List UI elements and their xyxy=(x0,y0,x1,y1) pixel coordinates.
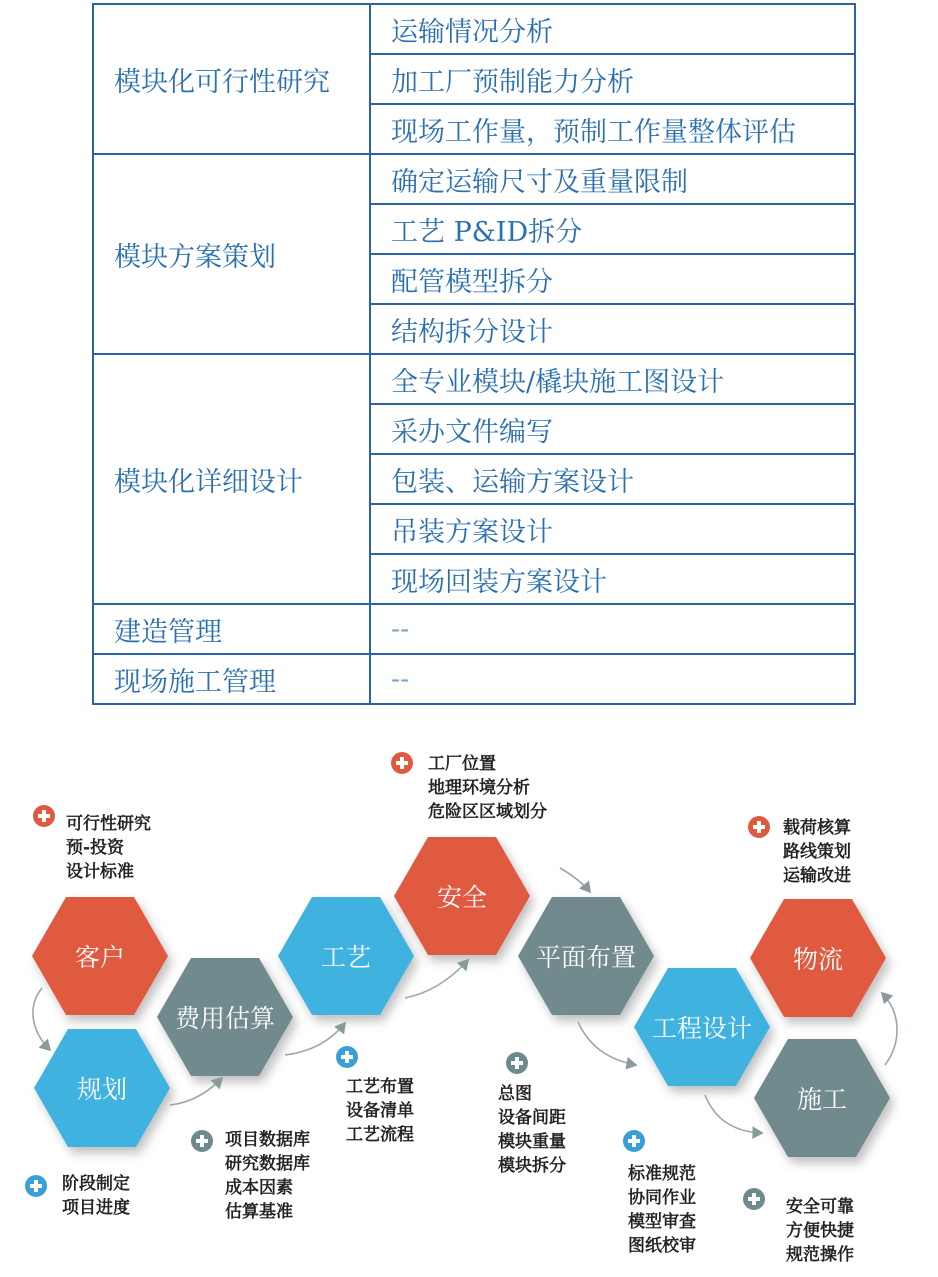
note-planning xyxy=(62,1172,130,1220)
note-process xyxy=(346,1075,414,1147)
note-construction xyxy=(786,1195,854,1267)
table-item-cell: 运输情况分析 xyxy=(371,5,854,55)
table-item-cell: -- xyxy=(391,663,410,695)
hex-label-cost: 费用估算 xyxy=(174,1004,276,1033)
note-line: 设备间距 xyxy=(498,1108,566,1128)
process-flow-diagram xyxy=(0,730,938,1277)
note-line: 项目进度 xyxy=(62,1198,130,1218)
table-row xyxy=(94,155,854,355)
note-line: 设计标准 xyxy=(66,862,134,882)
module-scope-table xyxy=(92,3,856,705)
note-line: 标准规范 xyxy=(628,1164,696,1184)
table-row xyxy=(94,605,854,655)
note-engineering xyxy=(628,1162,696,1258)
plus-circle-icon xyxy=(25,1175,47,1197)
note-line: 工厂位置 xyxy=(428,754,496,774)
table-item-cell: 全专业模块/橇块施工图设计 xyxy=(371,355,854,405)
table-category-cell: 建造管理 xyxy=(94,605,371,653)
flow-arrow xyxy=(705,1095,762,1133)
table-item-cell: 结构拆分设计 xyxy=(391,316,553,348)
hex-label-process: 工艺 xyxy=(320,943,372,972)
plus-circle-icon xyxy=(506,1052,528,1074)
note-line: 模块重量 xyxy=(498,1132,566,1152)
table-item-cell: 加工厂预制能力分析 xyxy=(371,55,854,105)
note-line: 工艺流程 xyxy=(346,1125,414,1145)
flow-arrow xyxy=(882,993,897,1065)
hex-label-layout: 平面布置 xyxy=(535,943,637,972)
note-customer xyxy=(66,812,151,884)
note-line: 安全可靠 xyxy=(786,1197,854,1217)
note-line: 成本因素 xyxy=(225,1178,293,1198)
note-line: 项目数据库 xyxy=(225,1130,310,1150)
table-row xyxy=(94,655,854,703)
table-item-cell: 工艺 P&ID拆分 xyxy=(371,205,854,255)
table-item-cell: 确定运输尺寸及重量限制 xyxy=(371,155,854,205)
hex-label-engineering: 工程设计 xyxy=(651,1014,753,1043)
hex-label-planning: 规划 xyxy=(76,1075,128,1104)
note-line: 载荷核算 xyxy=(783,818,851,838)
table-category-cell: 模块化可行性研究 xyxy=(94,5,371,153)
plus-circle-icon xyxy=(743,1188,765,1210)
note-line: 可行性研究 xyxy=(66,814,151,834)
note-line: 估算基准 xyxy=(225,1202,293,1222)
flow-arrow xyxy=(33,988,50,1050)
flow-arrow xyxy=(285,1023,345,1055)
hex-label-construction: 施工 xyxy=(796,1085,848,1114)
note-logistics xyxy=(783,816,851,888)
note-line: 危险区区域划分 xyxy=(428,802,547,822)
flow-arrow xyxy=(170,1078,222,1105)
note-line: 设备清单 xyxy=(346,1101,414,1121)
note-safety xyxy=(428,752,547,824)
hex-label-customer: 客户 xyxy=(74,943,126,972)
plus-circle-icon xyxy=(748,816,770,838)
note-line: 规范操作 xyxy=(786,1245,854,1265)
flow-arrow xyxy=(560,868,590,892)
note-line: 工艺布置 xyxy=(346,1077,414,1097)
note-line: 研究数据库 xyxy=(225,1154,310,1174)
table-item-cell: -- xyxy=(391,613,410,645)
plus-circle-icon xyxy=(336,1046,358,1068)
note-cost xyxy=(225,1128,310,1224)
note-line: 模型审查 xyxy=(628,1212,696,1232)
flow-arrow xyxy=(578,1022,636,1065)
note-line: 路线策划 xyxy=(783,842,851,862)
note-line: 地理环境分析 xyxy=(428,778,530,798)
note-line: 协同作业 xyxy=(628,1188,696,1208)
table-category-cell: 模块化详细设计 xyxy=(94,355,371,603)
table-item-cell: 现场回装方案设计 xyxy=(391,566,607,598)
note-line: 模块拆分 xyxy=(498,1156,566,1176)
table-category-cell: 现场施工管理 xyxy=(94,655,371,703)
table-item-cell: 现场工作量，预制工作量整体评估 xyxy=(391,116,796,148)
note-layout xyxy=(498,1082,566,1178)
table-item-cell: 采办文件编写 xyxy=(371,405,854,455)
plus-circle-icon xyxy=(33,805,55,827)
note-line: 总图 xyxy=(498,1084,532,1104)
note-line: 方便快捷 xyxy=(786,1221,854,1241)
note-line: 预-投资 xyxy=(66,838,125,858)
flow-arrow xyxy=(405,960,468,998)
note-line: 图纸校审 xyxy=(628,1236,696,1256)
table-item-cell: 配管模型拆分 xyxy=(371,255,854,305)
plus-circle-icon xyxy=(623,1130,645,1152)
note-line: 运输改进 xyxy=(783,866,851,886)
plus-circle-icon xyxy=(391,752,413,774)
table-item-cell: 吊装方案设计 xyxy=(371,505,854,555)
table-item-cell: 包装、运输方案设计 xyxy=(371,455,854,505)
hex-label-safety: 安全 xyxy=(436,883,488,912)
table-row xyxy=(94,355,854,605)
table-row xyxy=(94,5,854,155)
table-category-cell: 模块方案策划 xyxy=(94,155,371,353)
hex-label-logistics: 物流 xyxy=(792,945,844,974)
plus-circle-icon xyxy=(191,1130,213,1152)
note-line: 阶段制定 xyxy=(62,1174,130,1194)
